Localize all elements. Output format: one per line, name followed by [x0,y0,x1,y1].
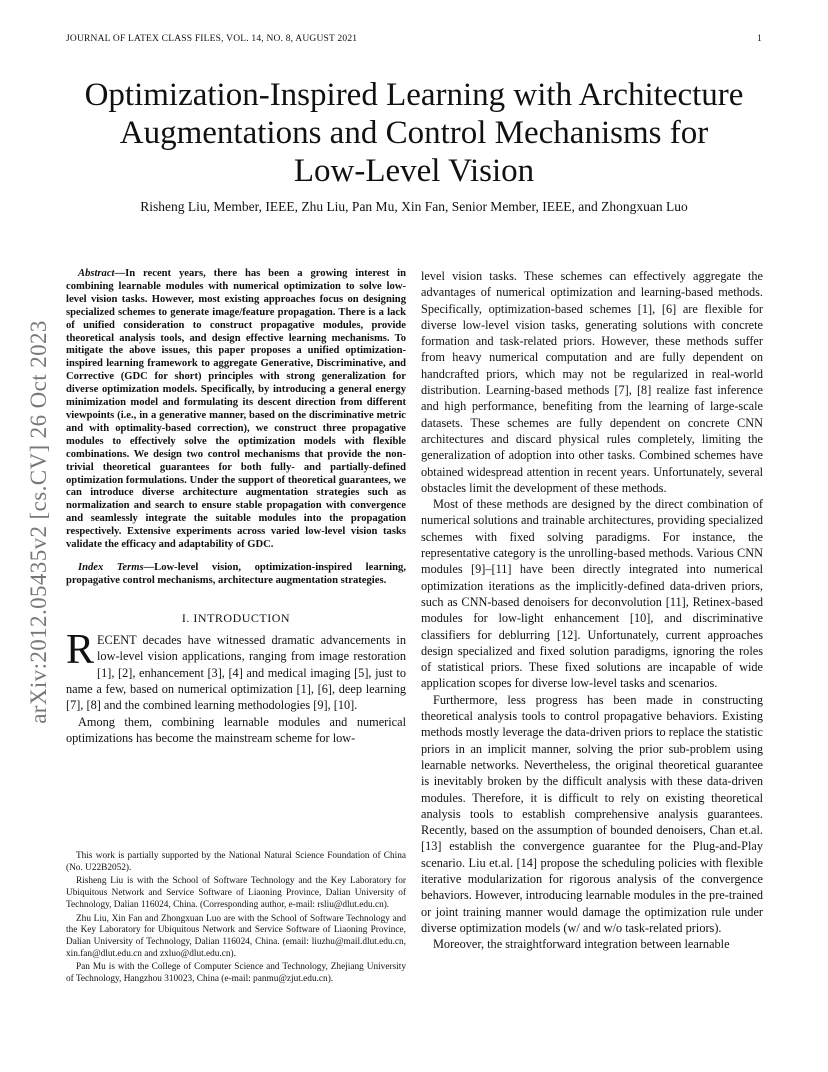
journal-header: JOURNAL OF LATEX CLASS FILES, VOL. 14, NO. 8, AUGUST 2021 [66,34,358,44]
right-paragraph-1: level vision tasks. These schemes can effectively aggregate the advantages of numerical optimization and learning-based methods. Specifically, optimization-based schemes [1], [6] are flexible for diverse low-level vision tasks, generating solutions with concrete formation and task-related priors. However, these methods suffer from heavy numerical computation and are fully dependent on handcrafted priors, which may not be regularized in real-world distribution. Learning-based methods [7], [8] realize fast inference and high performance, benefiting from the learning of large-scale datasets. These schemes are fully dependent on concrete CNN architectures and discard physical rules completely, limiting the generalization of adoption into other tasks. Combined schemes have obtained widespread attention in recent years. Unfortunately, several obstacles limit the development of these methods. [421,269,763,495]
right-column [421,268,763,952]
abstract-text: —In recent years, there has been a growing interest in combining learnable modules with numerical optimization to solve low-level vision tasks. However, most existing approaches focus on designing specialized schemes to generate image/feature propagation. There is a lack of unified consideration to construct propagative modules, provide theoretical analysis tools, and design effective learning mechanisms. To mitigate the above issues, this paper proposes a unified optimization-inspired learning framework to aggregate Generative, Discriminative, and Corrective (GDC for short) principles with strong generalization for diverse optimization models. Specifically, by introducing a general energy minimization model and formulating its descent direction from different viewpoints (i.e., in a generative manner, based on the discriminative metric and with optimality-based correction), we construct three propagative modules to effectively solve the optimization models with flexible combinations. We design two control mechanisms that provide the non-trivial theoretical guarantees for both fully- and partially-defined optimization formulations. Under the support of theoretical guarantees, we can introduce diverse architecture augmentation strategies such as normalization and search to ensure stable propagation with convergence and seamlessly integrate the suitable modules into the propagation respectively. Extensive experiments across varied low-level vision tasks validate the efficacy and adaptability of GDC. [66,268,406,551]
drop-cap: R [66,627,95,674]
footnote-author-2: Zhu Liu, Xin Fan and Zhongxuan Luo are with the School of Software Technology and the Key Laboratory for Ubiquitous Network and Service Software of Liaoning Province, Dalian University of Technology, Dalian 116024, China. (email: liuzhu@mail.dlut.edu.cn, xin.fan@dlut.edu.cn and zxluo@dlut.edu.cn). [66,913,406,959]
running-header [66,34,762,48]
index-terms [66,562,406,588]
intro-paragraph-1-text: ECENT decades have witnessed dramatic advancements in low-level vision applications, ranging from image restoration [1], [2], enhancement [3], [4] and medical imaging [5], just to name a few, based on numerical optimization [1], [6], deep learning [7], [8] and the combined learning methodologies [9], [10]. [66,633,406,713]
arxiv-sidebar [26,287,52,757]
title-line-3: Low-Level Vision [293,153,535,189]
index-terms-label: Index Terms [78,561,144,573]
title-line-2: Augmentations and Control Mechanisms for [119,115,709,151]
intro-paragraph-1 [66,627,406,713]
footnote-funding: This work is partially supported by the National Natural Science Foundation of China (No. U22B2052). [66,851,406,873]
index-terms-text: —Low-level vision, optimization-inspired learning, propagative control mechanisms, architecture augmentation strategies. [66,561,406,586]
title-line-1: Optimization-Inspired Learning with Architecture [84,77,744,113]
right-paragraph-3: Furthermore, less progress has been made in constructing theoretical analysis tools to control propagative behaviors. Existing methods mostly leverage the data-driven priors to replace the statistic priors in an implicit manner, solving the prior sub-problem using learnable networks. Nevertheless, the original theoretical guarantee is inevitably broken by the difficult analysis with these data-driven modules. Therefore, it is difficult to rely on existing theoretical analysis tools to establish comprehensive analysis guarantees. Recently, based on the assumption of bounded denoisers, Chan et.al. [13] establish the convergence guarantee for the Plug-and-Play scenario. Liu et.al. [14] propose the scheduling policies with flexible iterative modularization for rigorous analysis of the convergence behaviors. However, introducing learnable modules in the pre-trained or joint training manner would damage the optimization rule under diverse optimization models (w/ and w/o task-related priors). [421,692,763,935]
abstract [66,268,406,552]
right-paragraph-2: Most of these methods are designed by the direct combination of numerical solutions and trainable architectures, providing specialized schemes with fixed solving paradigms. For instance, the representative category is the unrolling-based methods. Various CNN modules [9]–[11] have been directly integrated into numerical optimization iterations as the implicitly-defined data-driven priors, such as CNN-based denoisers for deconvolution [11], Retinex-based modules for low-light enhancement [10], and discriminative classifiers for deblurring [12]. Unfortunately, current approaches design specialized and fixed solution paradigms, ignoring the roles of statistical priors. These fixed solutions are incapable of wide application scopes for diverse low-level tasks and scenarios. [421,497,763,691]
author-list: Risheng Liu, Member, IEEE, Zhu Liu, Pan Mu, Xin Fan, Senior Member, IEEE, and Zhongxuan Luo [140,199,688,214]
left-column [66,268,406,746]
arxiv-identifier: arXiv:2012.05435v2 [cs.CV] 26 Oct 2023 [26,320,51,724]
footnote-author-1: Risheng Liu is with the School of Software Technology and the Key Laboratory for Ubiquitous Network and Service Software of Liaoning Province, Dalian University of Technology, Dalian 116024, China. (Corresponding author, e-mail: rsliu@dlut.edu.cn). [66,876,406,910]
footnotes [66,851,406,988]
footnote-author-3: Pan Mu is with the College of Computer Science and Technology, Zhejiang University of Technology, Hangzhou 310023, China (e-mail: panmu@zjut.edu.cn). [66,962,406,985]
section-heading: I. INTRODUCTION [181,610,291,625]
paper-title [60,76,768,190]
right-paragraph-4: Moreover, the straightforward integration between learnable [433,937,730,952]
abstract-label: Abstract [78,268,115,279]
page-number: 1 [757,34,762,44]
intro-paragraph-2: Among them, combining learnable modules and numerical optimizations has become the mainstream scheme for low- [66,714,406,745]
